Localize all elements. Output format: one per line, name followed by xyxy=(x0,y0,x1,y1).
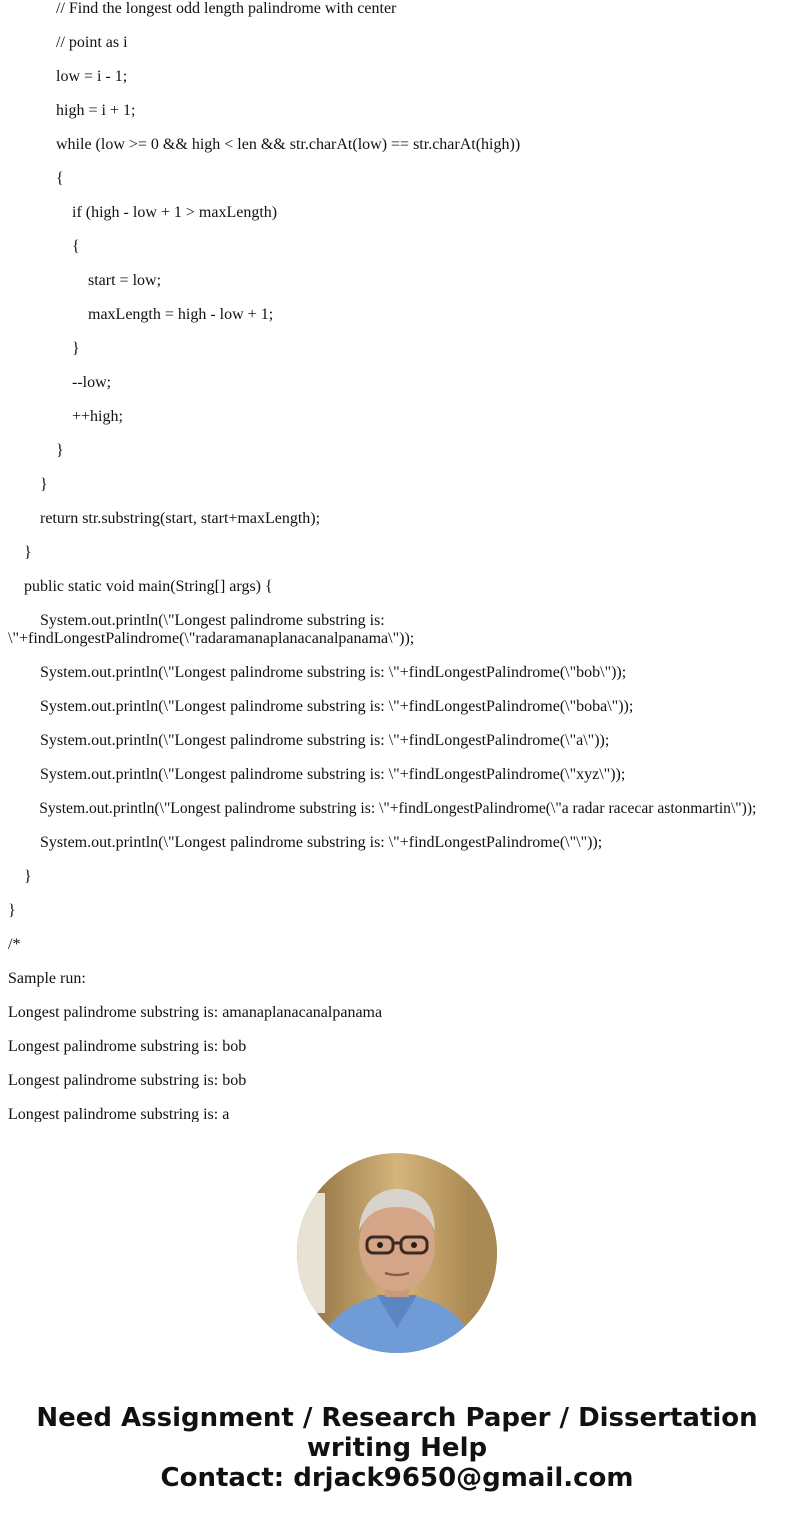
code-line: } xyxy=(8,868,32,885)
code-line: System.out.println(\"Longest palindrome substring is: \"+findLongestPalindrome(\"boba\")); xyxy=(8,698,634,715)
code-line: } xyxy=(8,476,48,493)
output-line: Longest palindrome substring is: a xyxy=(8,1106,230,1122)
code-line: } xyxy=(8,442,64,459)
code-line: // Find the longest odd length palindrome with center xyxy=(8,0,397,17)
code-line: System.out.println(\"Longest palindrome substring is: \"+findLongestPalindrome(\"a radar racecar astonmartin\")); xyxy=(8,800,757,817)
code-line: Sample run: xyxy=(8,970,86,987)
code-line: start = low; xyxy=(8,272,162,289)
code-line: return str.substring(start, start+maxLength); xyxy=(8,510,321,527)
code-line: System.out.println(\"Longest palindrome substring is: \"+findLongestPalindrome(\"a\")); xyxy=(8,732,610,749)
code-line: } xyxy=(8,902,16,919)
code-line: high = i + 1; xyxy=(8,102,136,119)
code-line: System.out.println(\"Longest palindrome substring is: \"+findLongestPalindrome(\"radaramanaplanacanalpanama\")); xyxy=(8,612,415,647)
code-line: // point as i xyxy=(8,34,128,51)
code-line: } xyxy=(8,340,80,357)
code-line: ++high; xyxy=(8,408,123,425)
footer-contact: Contact: drjack9650@gmail.com xyxy=(160,1463,634,1493)
code-line: --low; xyxy=(8,374,112,391)
avatar-portrait-image xyxy=(297,1153,497,1353)
code-line: maxLength = high - low + 1; xyxy=(8,306,274,323)
code-line: low = i - 1; xyxy=(8,68,128,85)
code-line: /* xyxy=(8,936,21,953)
output-line: Longest palindrome substring is: bob xyxy=(8,1038,247,1055)
help-contact-banner xyxy=(0,1403,794,1493)
footer-subheadline: writing Help xyxy=(306,1433,488,1463)
code-line: while (low >= 0 && high < len && str.charAt(low) == str.charAt(high)) xyxy=(8,136,521,153)
output-line: Longest palindrome substring is: amanaplanacanalpanama xyxy=(8,1004,383,1021)
output-line: Longest palindrome substring is: bob xyxy=(8,1072,247,1089)
code-listing xyxy=(8,0,788,1122)
code-line: public static void main(String[] args) { xyxy=(8,578,273,595)
code-line: System.out.println(\"Longest palindrome substring is: \"+findLongestPalindrome(\"bob\")); xyxy=(8,664,627,681)
avatar xyxy=(297,1153,497,1353)
footer-headline: Need Assignment / Research Paper / Dissertation xyxy=(36,1403,758,1433)
code-line: { xyxy=(8,170,64,187)
code-line: } xyxy=(8,544,32,561)
code-line: if (high - low + 1 > maxLength) xyxy=(8,204,278,221)
code-line: System.out.println(\"Longest palindrome substring is: \"+findLongestPalindrome(\"\")); xyxy=(8,834,603,851)
code-line: System.out.println(\"Longest palindrome substring is: \"+findLongestPalindrome(\"xyz\")); xyxy=(8,766,626,783)
code-line: { xyxy=(8,238,80,255)
